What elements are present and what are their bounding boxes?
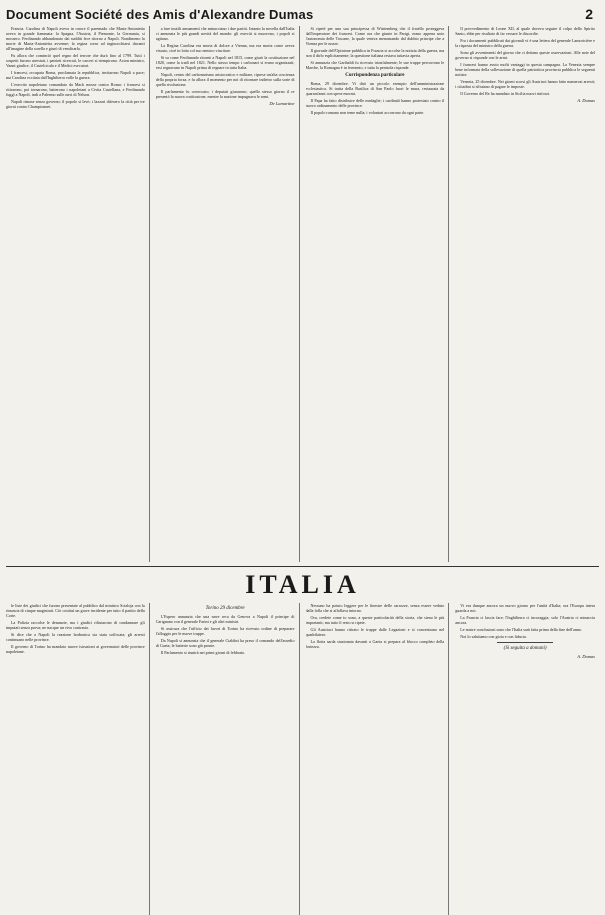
bottom-columns [6,603,599,915]
paragraph: I francesi hanno avuto molti vantaggi in questa campagna. La Venezia sempre bene informata della sollevazione di quella patriottica provincia pubblica le seguenti notizie. [455,62,595,77]
paragraph: Le nostre conclusioni sono che l'Italia sarà fatta prima della fine dell'anno. [460,627,582,632]
article-signature: A. Dumas [577,654,595,659]
paragraph: Venezia, 25 dicembre. Nei giorni scorsi gli Austriaci hanno fatto numerosi arresti; i cittadini si rifiutano di pagare le imposte. [455,79,595,89]
paragraph: Si sa come Ferdinando ritornò a Napoli nel 1815, come giurò la costituzione nel 1820, come la tradì nel 1821. Nello stesso tempo i carbonari si erano organizzati; essi regnavano in Napoli prima di regnare in tutta Italia. [155,55,295,70]
paragraph: La flotta sarda stazionata davanti a Gaeta si prepara al blocco completo della fortezza. [305,639,445,649]
section-heading: Corrispondenza particolare [345,73,405,78]
paragraph: Napoli rimase senza governo; il popolo si levò; i lazzari difesero la città per tre giorni contro Championnet. [6,99,145,109]
paragraph: I francesi, occupata Roma, proclamata la repubblica, invitarono Napoli a pace; ma Carolina eccitata dall'Inghilterra volle la guerra. [6,70,145,80]
paragraph: a fare inutili armamenti che minacciano i due partiti. Intanto la novella dall'Italia ci annunzia le più grandi novità del mondo: gli eserciti si muovono, i popoli si agitano. [155,26,295,41]
paragraph: Roma, 29 dicembre. Vi dirò un piccolo esempio dell'amministrazione ecclesiastica. Si tratta della Basilica di San Paolo fuori le mura, restaurata da quarant'anni con spese enormi. [305,81,445,96]
paragraph: Il Papa ha fatto distribuire delle medaglie; i cardinali hanno protestato contro il nuovo ordinamento delle province. [305,98,445,108]
paragraph: Francia. Carolina di Napoli aveva in orrore il parentado che Maria-Antonietta aveva in grande fiammata: la Spagna, l'Austria, il Piemonte, la Germania, si mossero. Ferdinando abbandonato dai sudditi fece ritorno a Napoli. Nondimeno la morte di Maria-Antonietta avvenne; la regina corse ad inginocchiarsi davanti all'imagine della sorella e giurò di vendicarla. [6,26,145,51]
paragraph: Nessuno ha potuto leggere per le finestre delle carrozze, senza essere veduto dalla folla che si affollava intorno. [305,603,445,613]
top-columns [6,26,599,562]
section-title-italia: ITALIA [245,570,360,599]
paragraph: Fu allora che cominciò quel regno del terrore che durò fino al 1799. Tutti i sospetti furono arrestati, i patrioti ricercati, le carceri si riempirono. Acton ministro, Vanni giudice, il Castelcicala e il Medici esecutori. [6,53,145,68]
paragraph: Napoli, centro del carbonarismo aristocratico e militare, riprese un'alta coscienza della propria forza, e fu allora il momento per noi di ritornare indietro sulla sorte di quella rivoluzione. [155,72,295,87]
page-header [6,2,599,26]
paragraph: Il provvedimento di Leone XII, al quale doveva seguire il colpo dello Spirito Santo, ebbe per risultato di far cessare le discordie. [455,26,595,36]
divider [497,642,553,643]
paragraph: le liste dei giudici che furono presentate al pubblico dal ministro Scialoja con la rinuncia di cinque magistrati. Ciò costituì un grave incidente per tutto il partito della Corte. [6,603,145,618]
paragraph: Ora, credete come io sono, a queste particolarità della storia, che sieno le più importanti; ma tutto il resto si ripete. [305,615,445,625]
paragraph: Si ripeté per una sua principessa di Würtemberg che il fratello proteggeva dall'imperatore dei francesi. Come ora che giunte in Parigi, erano appena noto l'autonomia delle Toscane, la quale veniva menomando dal dubbio principe che a Vienna per le nozze. [305,26,445,46]
paragraph: Vi era dunque ancora un nuovo giorno per l'unità d'Italia; ora l'Europa intera guarda a noi. [455,603,595,613]
paragraph: Il Parlamento si riunirà nei primi giorni di febbraio. [160,650,246,655]
paragraph: Il governo di Torino ha mandato nuove istruzioni ai governatori delle province napoletane. [6,644,145,654]
paragraph: Gli Austriaci hanno ritirato le truppe dalle Legazioni e si concentrano nel quadrilatero. [305,627,445,637]
paragraph: Il Governo del Re ha mandato in Sicilia nuovi rinforzi. [460,91,551,96]
paragraph: L'Espero annunzia che una nave reca da Genova a Napoli il principe di Carignano con il generale Farini e gli altri ministri. [155,614,295,624]
document-title: Document Société des Amis d'Alexandre Dumas [6,6,314,22]
top-column-4 [455,26,599,562]
top-column-2 [156,26,300,562]
paragraph: Il giornale dell'Opinione pubblica in Francia si accolse la notizia della guerra, ma non il dirlo esplicitamente; la questione italiana restava tuttavia aperta. [305,48,445,58]
paragraph: La Regina Carolina era morta di dolore a Vienna, ma era morta come aveva vissuto, cioè in lotta col suo nemico vincitore. [155,43,295,53]
paragraph: La Polizia raccolse le denunzie, ma i giudici rifiutarono di condannare gli imputati senza prova; ne nacque un vivo contrasto. [6,620,145,630]
paragraph: Sono gli avvenimenti del giorno che ci dettano queste osservazioni. Alle note del governo si risponde con le armi. [455,50,595,60]
paragraph: Il popolo romano non teme nulla; i volontari accorrono da ogni parte. [310,110,425,115]
paragraph: Si assicura che l'ufficio dei lavori di Torino ha ricevuto ordine di preparare l'alloggio per le nuove truppe. [155,626,295,636]
paragraph: Il parlamento fu convocato; i deputati giurarono; quello stesso giorno il re presentò la nuova costituzione, mentre la nazione impugnava le armi. [155,89,295,99]
paragraph: Noi lo salutiamo con gioia e con fiducia. [460,634,527,639]
paragraph: Si annunzia che Garibaldi fu ricevuto trionfalmente; le sue truppe percorrono le Marche, la Romagna è in fermento, e tutta la penisola risponde. [305,60,445,70]
bottom-column-4 [455,603,599,915]
article-signature: A. Dumas [577,98,595,103]
paragraph: Si dice che a Napoli la reazione borbonica sia stata soffocata; gli arresti continuano nelle province. [6,632,145,642]
top-column-3 [306,26,450,562]
bottom-column-1 [6,603,150,915]
bottom-column-3 [306,603,450,915]
paragraph: La Francia ci lascia fare; l'Inghilterra ci incoraggia; solo l'Austria ci minaccia ancora. [455,615,595,625]
paragraph: L'esercito napoletano comandato da Mack mosse contro Roma: i francesi si ritirarono, poi tornarono, batterono i napoletani a Civita Castellana, e Ferdinando fuggì a Napoli, indi a Palermo sulle navi di Nelson. [6,82,145,97]
continuation-note: (Si seguita a domani) [503,646,547,651]
section-divider [6,566,599,567]
article-signature: De Lamartine [269,101,295,106]
dateline: Torino 29 dicembre [205,606,245,611]
bottom-column-2 [156,603,300,915]
paragraph: Fra i documenti pubblicati dai giornali vi è una lettera del generale Lamoricière e la risposta del ministro della guerra. [455,38,595,48]
paragraph: Da Napoli si annunzia che il generale Cialdini ha preso il comando dell'assedio di Gaeta; le batterie sono già pronte. [155,638,295,648]
page-number: 2 [585,6,593,22]
top-column-1 [6,26,150,562]
